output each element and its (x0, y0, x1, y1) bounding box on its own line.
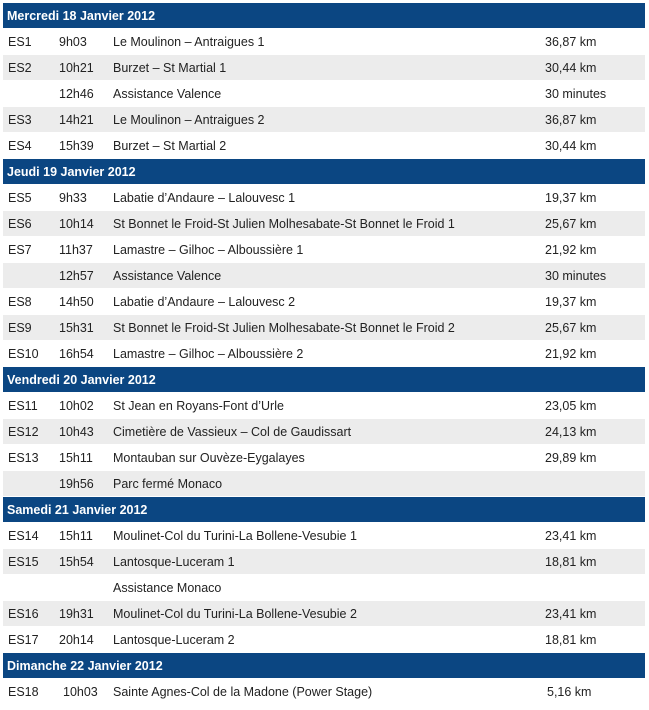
stage-distance: 30,44 km (545, 139, 597, 153)
stage-distance: 18,81 km (545, 555, 597, 569)
stage-name: Labatie d’Andaure – Lalouvesc 2 (113, 295, 296, 309)
stage-code: ES9 (8, 321, 32, 335)
day-header: Jeudi 19 Janvier 2012 (3, 159, 645, 185)
schedule-row (3, 315, 645, 341)
stage-code: ES5 (8, 191, 32, 205)
rally-schedule-table (3, 3, 645, 705)
stage-code: ES3 (8, 113, 32, 127)
schedule-row (3, 55, 645, 81)
stage-name: St Bonnet le Froid-St Julien Molhesabate-St Bonnet le Froid 2 (113, 321, 455, 335)
stage-name: St Jean en Royans-Font d’Urle (113, 399, 284, 413)
stage-distance: 19,37 km (545, 295, 597, 309)
stage-name: Labatie d’Andaure – Lalouvesc 1 (113, 191, 296, 205)
stage-name: Parc fermé Monaco (113, 477, 223, 491)
schedule-row (3, 445, 645, 471)
schedule-row (3, 289, 645, 315)
stage-code: ES1 (8, 35, 32, 49)
stage-code: ES13 (8, 451, 39, 465)
stage-name: Assistance Valence (113, 269, 222, 283)
stage-name: Le Moulinon – Antraigues 1 (113, 35, 265, 49)
stage-distance: 29,89 km (545, 451, 597, 465)
stage-name: Burzet – St Martial 1 (113, 61, 227, 75)
stage-time: 15h31 (59, 321, 94, 335)
stage-code: ES7 (8, 243, 32, 257)
stage-time: 10h03 (63, 685, 98, 699)
stage-distance: 21,92 km (545, 243, 597, 257)
day-header: Dimanche 22 Janvier 2012 (3, 653, 645, 679)
stage-time: 9h33 (59, 191, 87, 205)
stage-time: 11h37 (59, 243, 93, 257)
stage-name: Assistance Valence (113, 87, 222, 101)
schedule-row (3, 211, 645, 237)
stage-time: 20h14 (59, 633, 94, 647)
stage-name: Moulinet-Col du Turini-La Bollene-Vesubie 2 (113, 607, 357, 621)
stage-time: 16h54 (59, 347, 94, 361)
stage-distance: 24,13 km (545, 425, 597, 439)
day-header: Vendredi 20 Janvier 2012 (3, 367, 645, 393)
stage-distance: 5,16 km (547, 685, 592, 699)
stage-name: Assistance Monaco (113, 581, 222, 595)
stage-code: ES8 (8, 295, 32, 309)
stage-time: 12h46 (59, 87, 94, 101)
stage-distance: 36,87 km (545, 35, 597, 49)
stage-distance: 25,67 km (545, 217, 597, 231)
day-header: Samedi 21 Janvier 2012 (3, 497, 645, 523)
stage-time: 15h11 (59, 529, 93, 543)
stage-code: ES17 (8, 633, 39, 647)
schedule-row (3, 523, 645, 549)
schedule-row (3, 419, 645, 445)
schedule-row (3, 575, 645, 601)
schedule-row (3, 341, 645, 367)
stage-time: 10h14 (59, 217, 94, 231)
stage-code: ES12 (8, 425, 39, 439)
stage-time: 14h50 (59, 295, 94, 309)
stage-distance: 25,67 km (545, 321, 597, 335)
schedule-row (3, 393, 645, 419)
schedule-row (3, 601, 645, 627)
stage-name: Le Moulinon – Antraigues 2 (113, 113, 265, 127)
stage-code: ES10 (8, 347, 39, 361)
stage-distance: 21,92 km (545, 347, 597, 361)
stage-time: 10h21 (59, 61, 94, 75)
stage-code: ES15 (8, 555, 39, 569)
schedule-row (3, 133, 645, 159)
stage-name: Lantosque-Luceram 1 (113, 555, 235, 569)
stage-distance: 23,41 km (545, 529, 597, 543)
stage-name: Lamastre – Gilhoc – Alboussière 2 (113, 347, 304, 361)
stage-time: 19h31 (59, 607, 94, 621)
stage-time: 19h56 (59, 477, 94, 491)
stage-time: 10h02 (59, 399, 94, 413)
schedule-row (3, 185, 645, 211)
stage-time: 15h11 (59, 451, 93, 465)
stage-time: 14h21 (59, 113, 94, 127)
schedule-row (3, 263, 645, 289)
stage-name: Cimetière de Vassieux – Col de Gaudissart (113, 425, 352, 439)
stage-distance: 23,41 km (545, 607, 597, 621)
stage-distance: 36,87 km (545, 113, 597, 127)
stage-code: ES18 (8, 685, 39, 699)
stage-time: 12h57 (59, 269, 94, 283)
stage-code: ES16 (8, 607, 39, 621)
schedule-row (3, 549, 645, 575)
schedule-row (3, 627, 645, 653)
stage-name: Moulinet-Col du Turini-La Bollene-Vesubie 1 (113, 529, 357, 543)
stage-code: ES6 (8, 217, 32, 231)
stage-name: Lamastre – Gilhoc – Alboussière 1 (113, 243, 304, 257)
schedule-row (3, 29, 645, 55)
stage-distance: 30 minutes (545, 269, 607, 283)
stage-distance: 30,44 km (545, 61, 597, 75)
schedule-row (3, 81, 645, 107)
stage-name: Lantosque-Luceram 2 (113, 633, 235, 647)
schedule-row (3, 471, 645, 497)
stage-code: ES14 (8, 529, 39, 543)
stage-distance: 19,37 km (545, 191, 597, 205)
stage-code: ES11 (8, 399, 38, 413)
schedule-row (3, 237, 645, 263)
stage-time: 15h54 (59, 555, 94, 569)
stage-name: Burzet – St Martial 2 (113, 139, 227, 153)
stage-code: ES4 (8, 139, 32, 153)
stage-time: 9h03 (59, 35, 87, 49)
stage-distance: 23,05 km (545, 399, 597, 413)
stage-distance: 30 minutes (545, 87, 607, 101)
day-header: Mercredi 18 Janvier 2012 (3, 3, 645, 29)
stage-distance: 18,81 km (545, 633, 597, 647)
stage-name: Montauban sur Ouvèze-Eygalayes (113, 451, 305, 465)
schedule-row (3, 679, 645, 705)
schedule-row (3, 107, 645, 133)
stage-time: 15h39 (59, 139, 94, 153)
stage-name: Sainte Agnes-Col de la Madone (Power Stage) (113, 685, 373, 699)
stage-time: 10h43 (59, 425, 94, 439)
stage-code: ES2 (8, 61, 32, 75)
stage-name: St Bonnet le Froid-St Julien Molhesabate-St Bonnet le Froid 1 (113, 217, 455, 231)
